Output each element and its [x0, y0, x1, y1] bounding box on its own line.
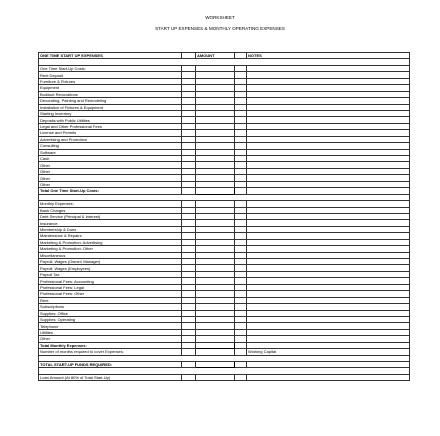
row-label: One Time Start-Up Costs: — [39, 65, 182, 71]
row-label: Telephone — [39, 323, 182, 329]
row-label: Payroll: Wages (Employees) — [39, 265, 182, 271]
row-label: Membership & Dues — [39, 226, 182, 232]
row-label: Payroll Tax — [39, 271, 182, 277]
row-label: Furniture & Fixtures — [39, 78, 182, 84]
row-label: Total Monthly Expenses: — [39, 342, 182, 348]
spacer-cell — [235, 374, 247, 380]
row-label: Professional Fees: Accounting — [39, 278, 182, 284]
row-label: Insurance — [39, 220, 182, 226]
row-label: Payroll: Wages (Owner/ Manager) — [39, 259, 182, 265]
row-label: Total One Time Start-Up Costs: — [39, 188, 182, 194]
row-label: Debt Service (Principal & Interest) — [39, 213, 182, 219]
row-label: Supplies: Operating — [39, 316, 182, 322]
row-label: Rent Deposit — [39, 72, 182, 78]
row-label: Miscellaneous — [39, 252, 182, 258]
header-amount: AMOUNT — [196, 53, 235, 59]
row-label: TOTAL START-UP FUNDS REQUIRED: — [39, 362, 182, 368]
row-label: Starting Inventory — [39, 110, 182, 116]
row-label: Maintenance & Repairs — [39, 233, 182, 239]
row-label: Utilities — [39, 329, 182, 335]
row-label: Legal and Other Professional Fees — [39, 123, 182, 129]
row-label: Decorating, Painting and Remodeling — [39, 98, 182, 104]
row-label: Loan Amount (At 80% of Total Start-Up) — [39, 374, 182, 380]
row-label: Marketing & Promotion: Other — [39, 246, 182, 252]
row-label: Professional Fees: Legal — [39, 284, 182, 290]
notes-cell[interactable] — [247, 374, 410, 380]
header-notes: NOTES — [247, 53, 410, 59]
spacer-cell — [182, 374, 196, 380]
row-label: Number of months required to cover Expenses: — [39, 349, 182, 355]
row-label: Other — [39, 181, 182, 187]
notes-cell[interactable]: Working Capital — [247, 349, 410, 355]
row-label: Other — [39, 336, 182, 342]
header-item: ONE TIME START UP EXPENSES — [39, 53, 182, 59]
row-label: Other — [39, 168, 182, 174]
row-label: Software — [39, 149, 182, 155]
row-label: Other — [39, 162, 182, 168]
row-label: Consulting — [39, 143, 182, 149]
row-label: Equipment — [39, 85, 182, 91]
worksheet-title: WORKSHEET — [205, 15, 235, 20]
row-label: Supplies: Office — [39, 310, 182, 316]
row-label: Installation of Fixtures & Equipment — [39, 104, 182, 110]
row-label: Advertising and Promotion — [39, 136, 182, 142]
amount-cell[interactable] — [196, 374, 235, 380]
row-label: License and Permits — [39, 130, 182, 136]
row-label: Bank Charges — [39, 207, 182, 213]
table-row — [39, 374, 410, 380]
worksheet-subtitle: START UP EXPENSES & MONTHLY OPERATING EXPENSES — [155, 26, 285, 31]
row-label: Other — [39, 175, 182, 181]
row-label: Marketing & Promotion: Advertising — [39, 239, 182, 245]
expenses-table — [38, 52, 410, 381]
row-label: Monthly Expenses: — [39, 201, 182, 207]
row-label: Deposits with Public Utilities — [39, 117, 182, 123]
row-label: Professional Fees: Other — [39, 291, 182, 297]
row-label: Subscriptions — [39, 304, 182, 310]
row-label: Buildout Renovations — [39, 91, 182, 97]
row-label: Cash — [39, 156, 182, 162]
row-label: Rent — [39, 297, 182, 303]
